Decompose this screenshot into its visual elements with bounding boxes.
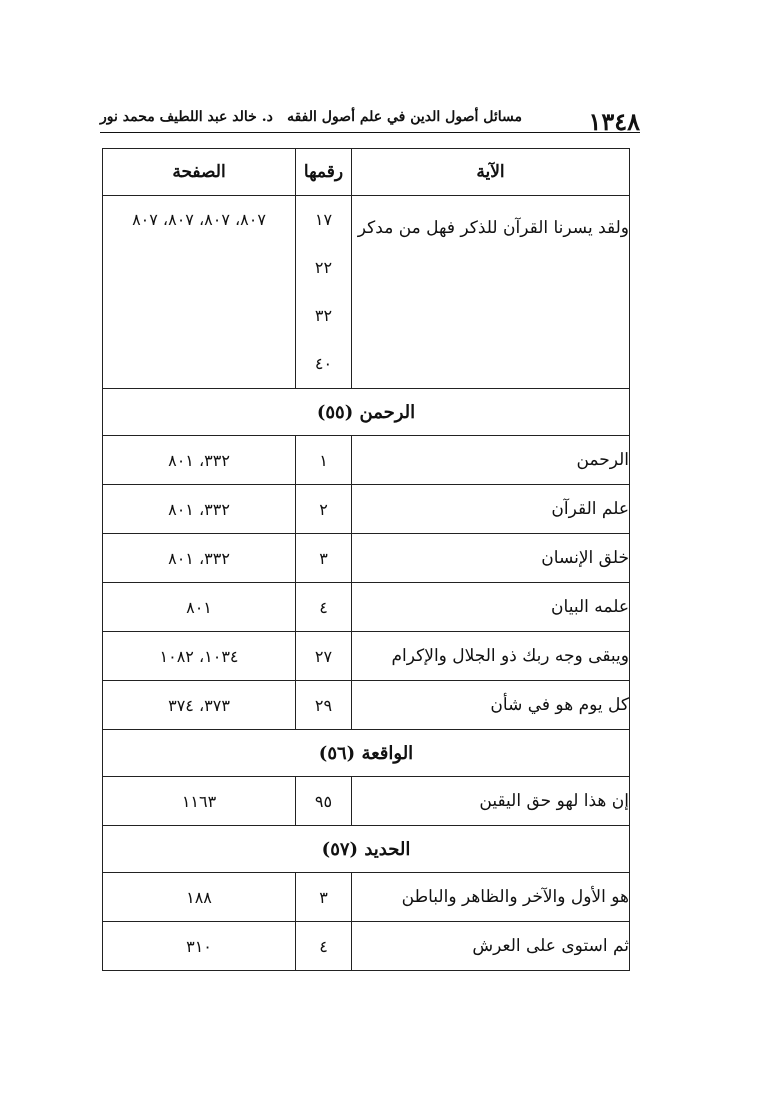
- verse-text: إن هذا لهو حق اليقين: [352, 777, 630, 826]
- table-row: [103, 632, 630, 681]
- verse-text: ولقد يسرنا القرآن للذكر فهل من مدكر: [352, 196, 630, 389]
- page-refs: ١٠٣٤، ١٠٨٢: [103, 632, 296, 681]
- page-number: ١٣٤٨: [588, 107, 640, 136]
- verse-number: ٩٥: [296, 777, 352, 826]
- page-refs: ٣١٠: [103, 922, 296, 971]
- table-row: [103, 583, 630, 632]
- page-refs: ٣٣٢، ٨٠١: [103, 485, 296, 534]
- column-header-verse: الآية: [352, 149, 630, 196]
- verse-text: الرحمن: [352, 436, 630, 485]
- verse-number: ٤: [296, 583, 352, 632]
- author-name: د. خالد عبد اللطيف محمد نور: [100, 109, 273, 125]
- table-row: [103, 534, 630, 583]
- verse-number: ٢٢: [314, 258, 333, 277]
- verse-text: علمه البيان: [352, 583, 630, 632]
- verse-number: ١: [296, 436, 352, 485]
- table-row: [103, 436, 630, 485]
- verse-text: ثم استوى على العرش: [352, 922, 630, 971]
- verse-text: ويبقى وجه ربك ذو الجلال والإكرام: [352, 632, 630, 681]
- page-ref-text: ٨٠٧، ٨٠٧، ٨٠٧، ٨٠٧: [132, 210, 266, 229]
- table-row: [103, 922, 630, 971]
- verse-number: ٣٢: [314, 306, 333, 325]
- verse-numbers: [296, 196, 352, 389]
- header-rule: [100, 132, 640, 133]
- page-refs: ٣٣٢، ٨٠١: [103, 436, 296, 485]
- verse-number: ٢٩: [296, 681, 352, 730]
- verse-text: هو الأول والآخر والظاهر والباطن: [352, 873, 630, 922]
- page-refs: ٨٠١: [103, 583, 296, 632]
- page-refs: [103, 196, 296, 389]
- verse-number: ٣: [296, 873, 352, 922]
- verse-number: ٢: [296, 485, 352, 534]
- verse-number: ٤: [296, 922, 352, 971]
- page-refs: ٣٧٣، ٣٧٤: [103, 681, 296, 730]
- verse-index-table: [102, 148, 630, 971]
- table-header-row: [103, 149, 630, 196]
- column-header-page: الصفحة: [103, 149, 296, 196]
- verse-text: كل يوم هو في شأن: [352, 681, 630, 730]
- surah-header-row: [103, 389, 630, 436]
- verse-number: ١٧: [314, 210, 333, 229]
- verse-text: علم القرآن: [352, 485, 630, 534]
- running-title: مسائل أصول الدين في علم أصول الفقه: [287, 109, 522, 125]
- verse-text: خلق الإنسان: [352, 534, 630, 583]
- table-row: [103, 873, 630, 922]
- surah-title: الواقعة (٥٦): [103, 730, 630, 777]
- verse-number: ٢٧: [296, 632, 352, 681]
- page-refs: ٣٣٢، ٨٠١: [103, 534, 296, 583]
- surah-header-row: [103, 826, 630, 873]
- surah-title: الحديد (٥٧): [103, 826, 630, 873]
- column-header-number: رقمها: [296, 149, 352, 196]
- page-header: [100, 103, 640, 136]
- page-refs: ١١٦٣: [103, 777, 296, 826]
- verse-number: ٤٠: [314, 354, 333, 373]
- page-refs: ١٨٨: [103, 873, 296, 922]
- surah-title: الرحمن (٥٥): [103, 389, 630, 436]
- table-row: [103, 485, 630, 534]
- table-row: [103, 777, 630, 826]
- verse-number: ٣: [296, 534, 352, 583]
- table-row: [103, 196, 630, 389]
- table-row: [103, 681, 630, 730]
- surah-header-row: [103, 730, 630, 777]
